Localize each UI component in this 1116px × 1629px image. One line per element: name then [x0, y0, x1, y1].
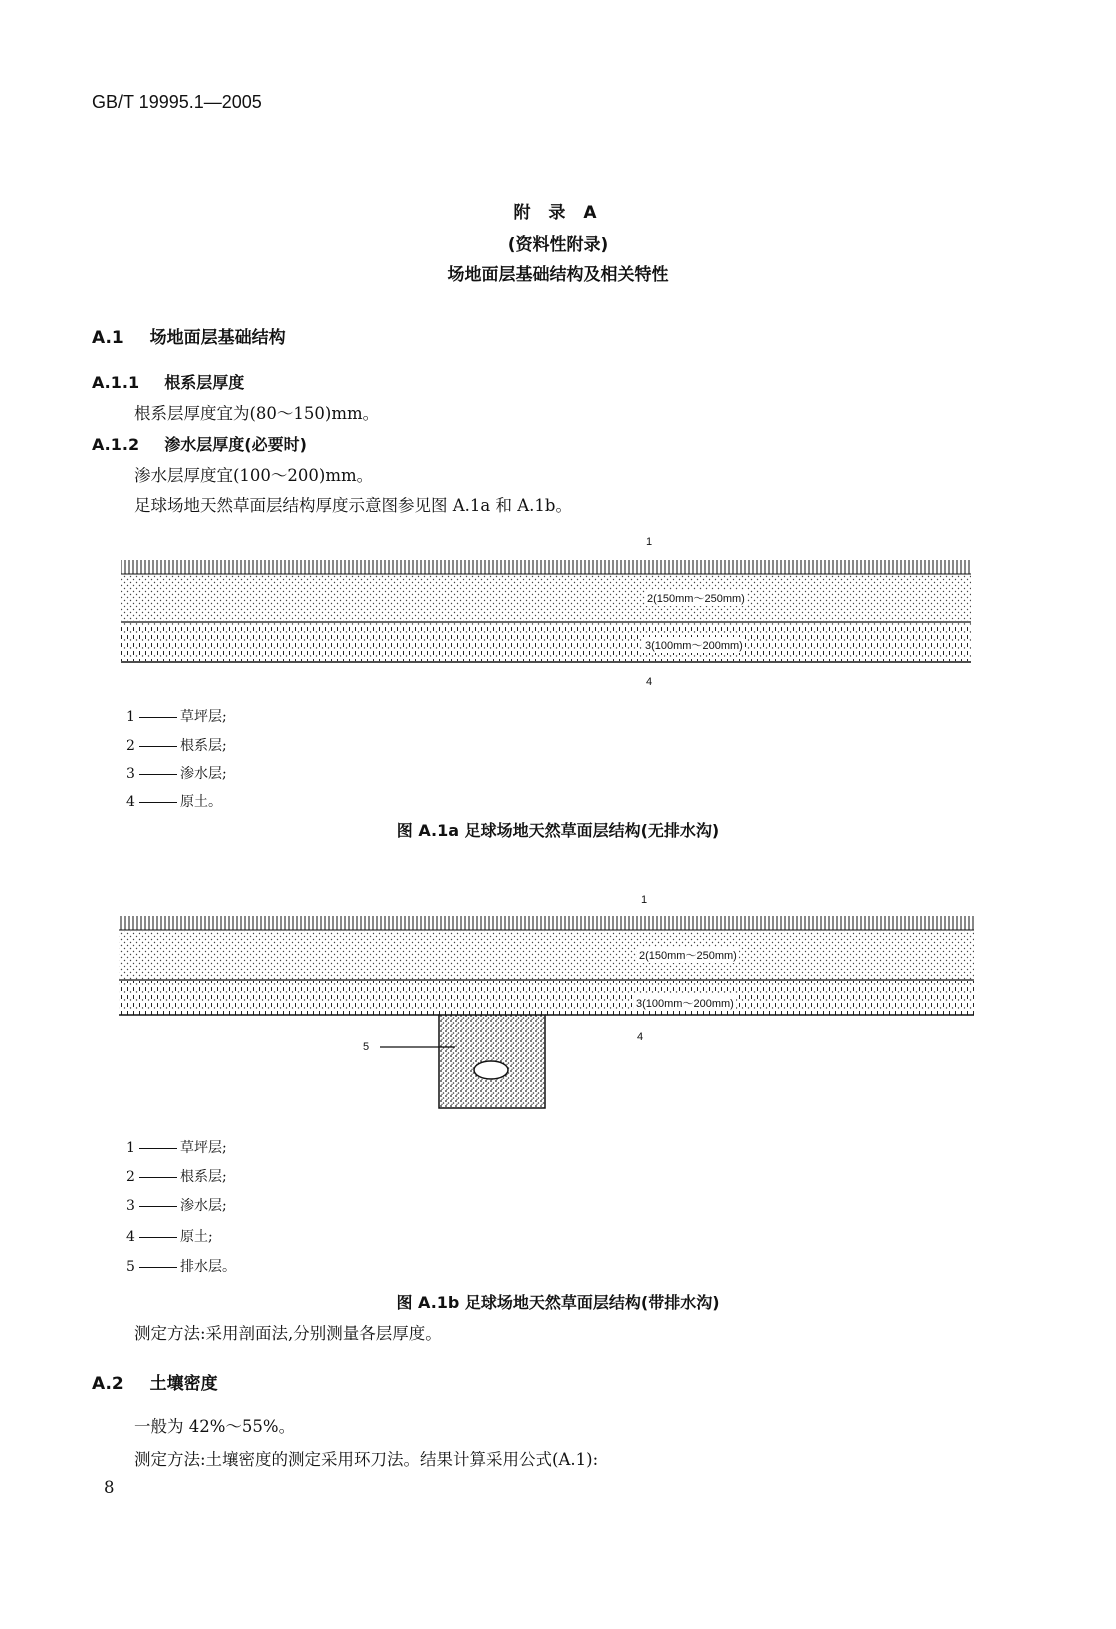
section-a2-method: 测定方法:土壤密度的测定采用环刀法。结果计算采用公式(A.1): [134, 1450, 599, 1469]
figure-a1a-label-2: 2(150mm～250mm) [645, 590, 747, 606]
figure-a1b-diagram [0, 890, 1116, 1115]
figure-a1a-label-4: 4 [646, 676, 653, 688]
legend-item: 1 草坪层; [126, 709, 227, 725]
section-title: 土壤密度 [149, 1374, 218, 1394]
legend-item: 2 根系层; [126, 738, 227, 754]
section-title: 根系层厚度 [164, 373, 245, 392]
drainage-layer [119, 981, 974, 1015]
section-a12-text: 渗水层厚度宜(100～200)mm。 [134, 466, 374, 485]
figure-reference-text: 足球场地天然草面层结构厚度示意图参见图 A.1a 和 A.1b。 [134, 496, 572, 515]
root-layer [119, 931, 974, 980]
legend-item: 5 排水层。 [126, 1259, 236, 1275]
section-number: A.1.2 [92, 435, 140, 454]
section-title: 渗水层厚度(必要时) [164, 435, 307, 454]
drain-pipe [474, 1061, 508, 1079]
legend-item: 4 原土。 [126, 794, 222, 810]
measure-method-text: 测定方法:采用剖面法,分别测量各层厚度。 [134, 1324, 442, 1343]
section-a11-heading [92, 370, 244, 393]
section-a1-heading [92, 323, 286, 348]
figure-a1a-caption: 图 A.1a 足球场地天然草面层结构(无排水沟) [396, 821, 720, 840]
figure-a1b-label-3: 3(100mm～200mm) [634, 995, 736, 1011]
legend-item: 2 根系层; [126, 1169, 227, 1185]
figure-a1b-caption: 图 A.1b 足球场地天然草面层结构(带排水沟) [396, 1293, 720, 1312]
drainage-layer [121, 623, 971, 661]
appendix-subtitle: (资料性附录) [507, 235, 609, 255]
figure-a1b-label-5: 5 [363, 1041, 370, 1053]
section-number: A.2 [92, 1374, 124, 1394]
figure-a1b-label-1: 1 [641, 894, 648, 906]
appendix-heading: 场地面层基础结构及相关特性 [447, 265, 669, 285]
figure-a1b-label-4: 4 [637, 1031, 644, 1043]
page-number: 8 [104, 1478, 115, 1497]
root-layer [121, 575, 971, 621]
figure-a1a-diagram [0, 530, 1116, 700]
section-a2-text: 一般为 42%～55%。 [134, 1417, 296, 1436]
section-a12-heading [92, 432, 307, 455]
legend-item: 4 原土; [126, 1229, 213, 1245]
section-number: A.1 [92, 328, 124, 348]
section-title: 场地面层基础结构 [149, 328, 286, 348]
appendix-title: 附 录 A [513, 203, 603, 223]
turf-layer [119, 916, 974, 930]
section-a2-heading [92, 1369, 218, 1394]
legend-item: 1 草坪层; [126, 1140, 227, 1156]
standard-code: GB/T 19995.1—2005 [92, 92, 262, 112]
figure-a1a-label-1: 1 [646, 536, 653, 548]
figure-a1a-label-3: 3(100mm～200mm) [643, 637, 745, 653]
section-a11-text: 根系层厚度宜为(80～150)mm。 [134, 404, 380, 423]
figure-a1b-label-2: 2(150mm～250mm) [637, 947, 739, 963]
legend-item: 3 渗水层; [126, 766, 227, 782]
turf-layer [121, 560, 971, 574]
section-number: A.1.1 [92, 373, 140, 392]
legend-item: 3 渗水层; [126, 1198, 227, 1214]
